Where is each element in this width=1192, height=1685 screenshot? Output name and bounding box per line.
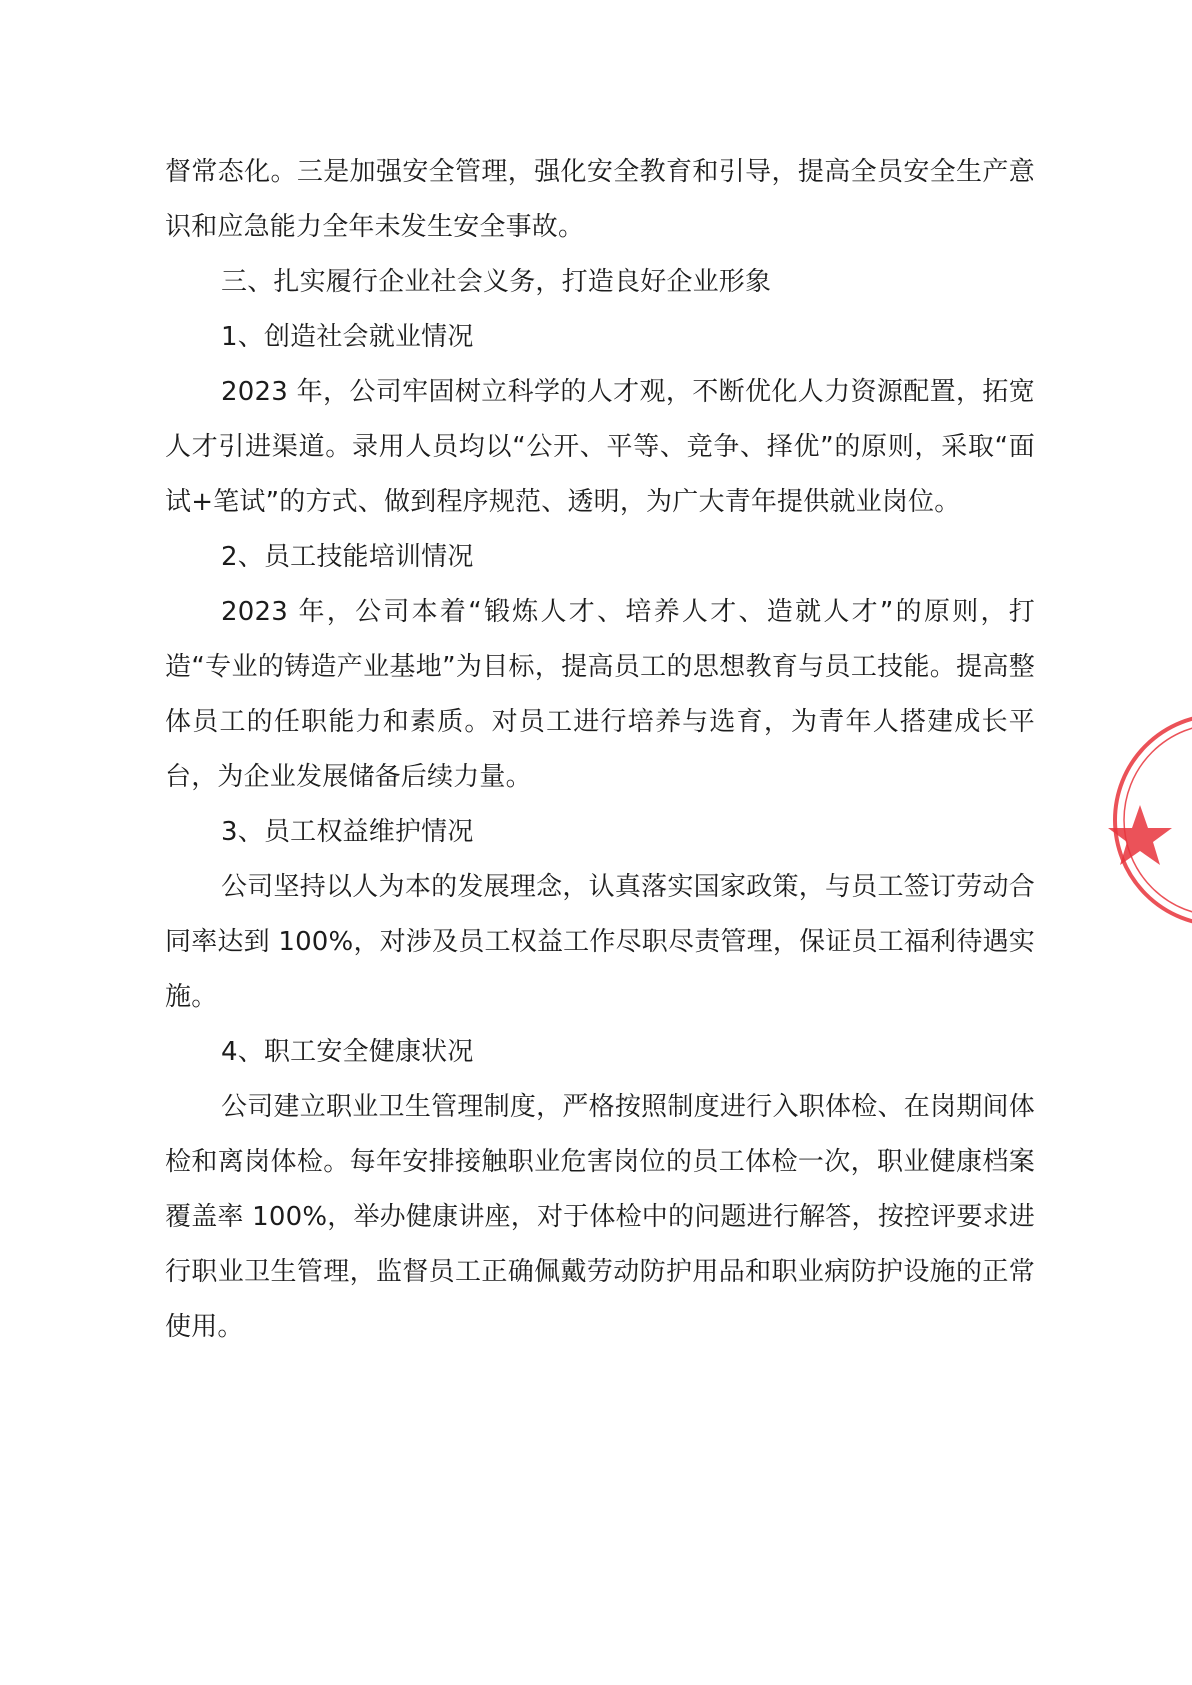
item-2-body: 2023 年，公司本着“锻炼人才、培养人才、造就人才”的原则，打造“专业的铸造产业基地”为目标，提高员工的思想教育与员工技能。提高整体员工的任职能力和素质。对员工进行培养与选育，为青年人搭建成长平台，为企业发展储备后续力量。 <box>165 597 1035 792</box>
seal-star-icon <box>1108 805 1172 865</box>
item-2-title: 2、员工技能培训情况 <box>221 542 474 572</box>
item-1-title: 1、创造社会就业情况 <box>221 322 474 352</box>
item-3-body: 公司坚持以人为本的发展理念，认真落实国家政策，与员工签订劳动合同率达到 100%，对涉及员工权益工作尽职尽责管理，保证员工福利待遇实施。 <box>165 872 1035 1012</box>
item-4-body: 公司建立职业卫生管理制度，严格按照制度进行入职体检、在岗期间体检和离岗体检。每年安排接触职业危害岗位的员工体检一次，职业健康档案覆盖率 100%，举办健康讲座，对于体检中的问题进行解答，按控评要求进行职业卫生管理，监督员工正确佩戴劳动防护用品和职业病防护设施的正常使用。 <box>165 1092 1035 1342</box>
section-3-title: 三、扎实履行企业社会义务，打造良好企业形象 <box>221 267 772 297</box>
intro-paragraph: 督常态化。三是加强安全管理，强化安全教育和引导，提高全员安全生产意识和应急能力全年未发生安全事故。 <box>165 157 1035 242</box>
item-4-title: 4、职工安全健康状况 <box>221 1037 474 1067</box>
item-3-title: 3、员工权益维护情况 <box>221 817 474 847</box>
item-1-body: 2023 年，公司牢固树立科学的人才观，不断优化人力资源配置，拓宽人才引进渠道。录用人员均以“公开、平等、竞争、择优”的原则，采取“面试+笔试”的方式、做到程序规范、透明，为广大青年提供就业岗位。 <box>165 377 1035 517</box>
company-seal <box>1105 710 1192 960</box>
document-body <box>165 145 1035 1355</box>
